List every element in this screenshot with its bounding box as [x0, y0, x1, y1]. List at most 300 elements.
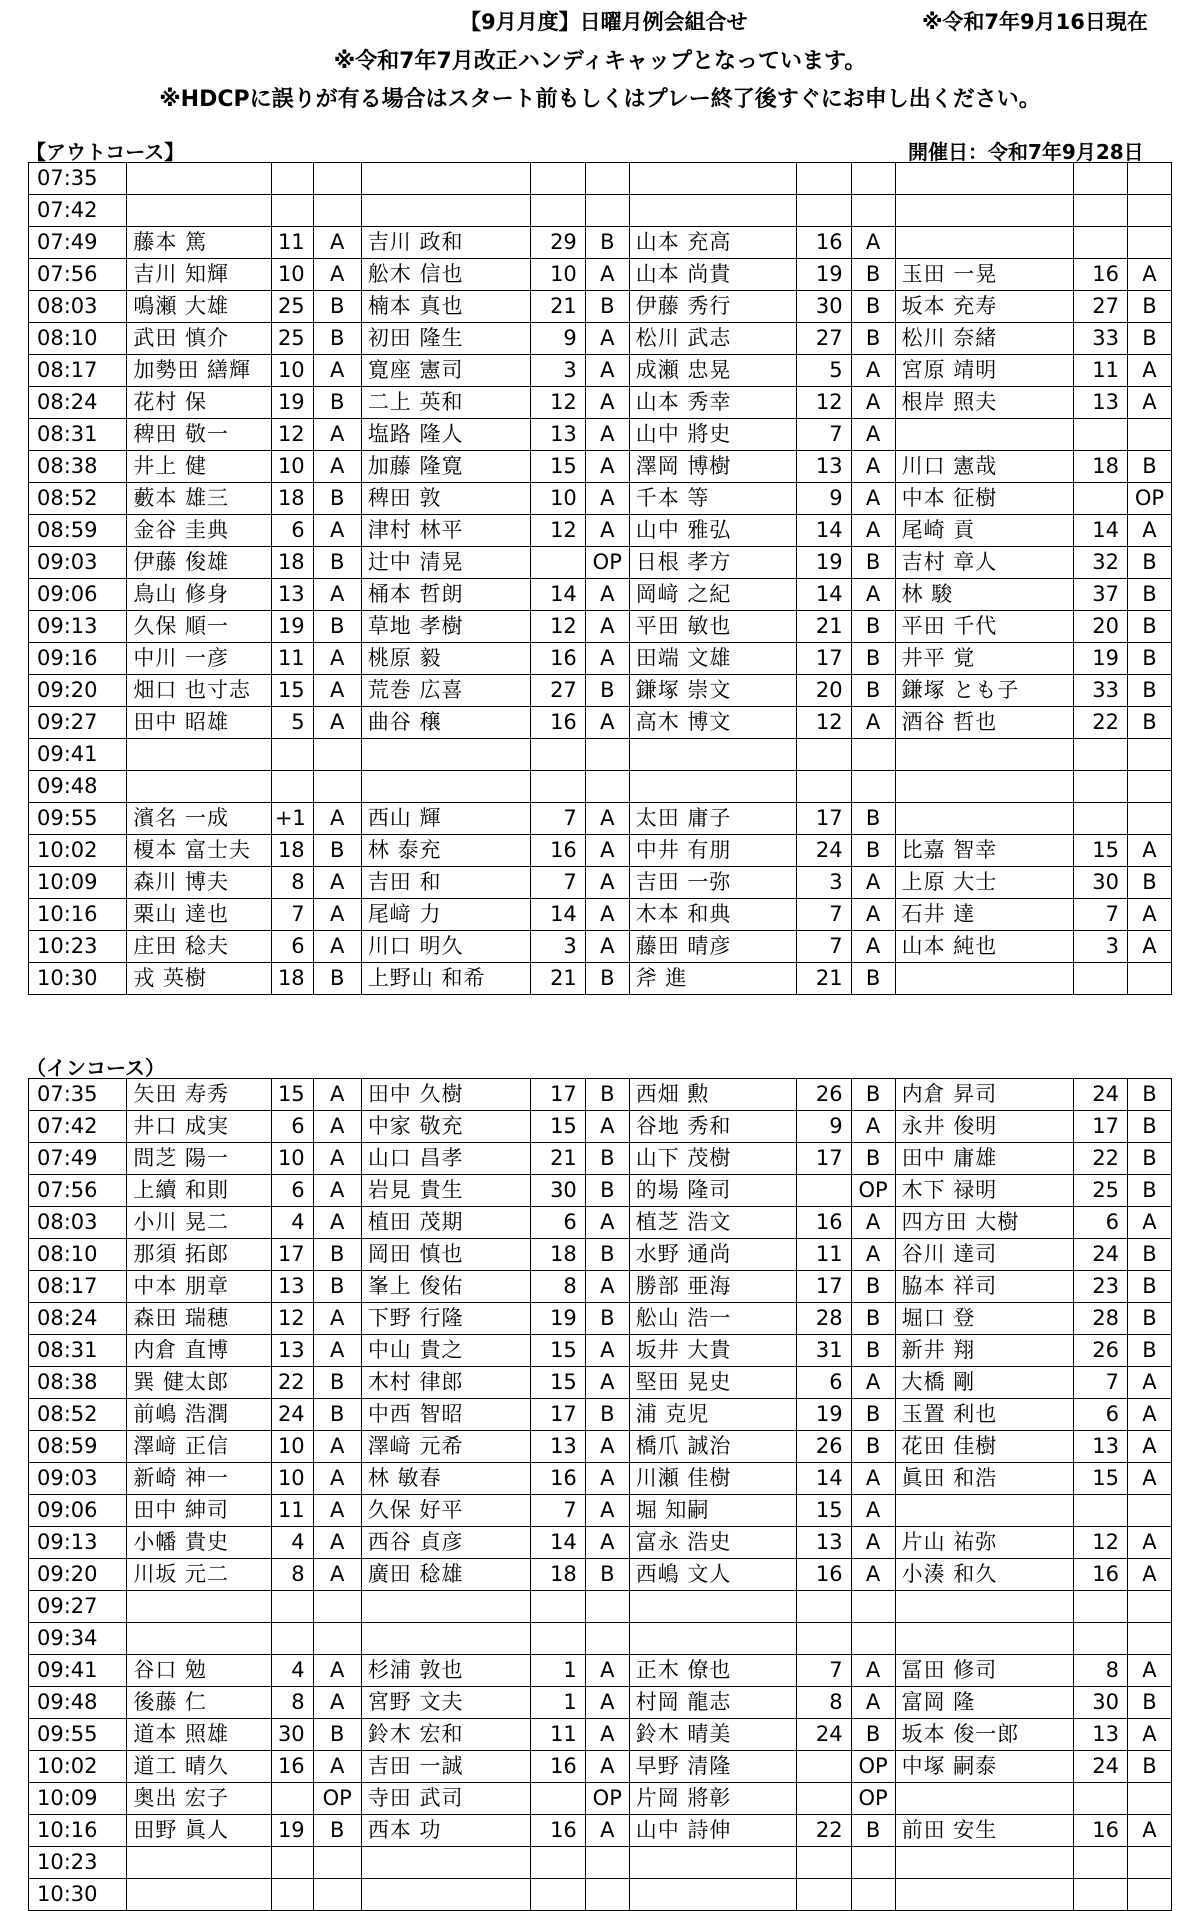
player-name-cell: 桃原 毅	[361, 643, 531, 675]
player-name-cell: 加勢田 繕輝	[127, 355, 271, 387]
player-name-cell: 奥出 宏子	[127, 1783, 271, 1815]
hdcp-cell: 17	[797, 643, 851, 675]
hdcp-cell: 6	[271, 1175, 313, 1207]
player-name-cell: 平田 敏也	[629, 611, 796, 643]
player-name-cell: 川瀬 佳樹	[629, 1463, 796, 1495]
hdcp-cell: 17	[271, 1239, 313, 1271]
hdcp-cell: 18	[531, 1239, 585, 1271]
class-cell: OP	[851, 1783, 895, 1815]
hdcp-cell: 6	[271, 1111, 313, 1143]
player-name-cell: 藪本 雄三	[127, 483, 271, 515]
hdcp-cell	[271, 771, 313, 803]
player-name-cell: 坂井 大貴	[629, 1335, 796, 1367]
player-name-cell: 榎本 富士夫	[127, 835, 271, 867]
class-cell: A	[585, 835, 629, 867]
player-name-cell: 高木 博文	[629, 707, 796, 739]
hdcp-cell: 33	[1073, 323, 1127, 355]
hdcp-cell: 16	[531, 643, 585, 675]
class-cell: A	[585, 419, 629, 451]
table-row	[29, 1463, 1172, 1495]
player-name-cell: 植田 茂期	[361, 1207, 531, 1239]
player-name-cell: 村岡 龍志	[629, 1687, 796, 1719]
class-cell: A	[851, 419, 895, 451]
tee-time-cell: 10:30	[29, 963, 127, 995]
class-cell	[1127, 963, 1171, 995]
class-cell: A	[585, 451, 629, 483]
hdcp-cell: 30	[271, 1719, 313, 1751]
player-name-cell	[895, 803, 1073, 835]
class-cell: B	[313, 323, 361, 355]
player-name-cell: 宮野 文夫	[361, 1687, 531, 1719]
hdcp-cell	[1073, 227, 1127, 259]
player-name-cell	[629, 163, 796, 195]
table-row	[29, 1143, 1172, 1175]
player-name-cell: 谷口 勉	[127, 1655, 271, 1687]
class-cell: B	[1127, 579, 1171, 611]
hdcp-cell: 5	[271, 707, 313, 739]
class-cell: B	[851, 1335, 895, 1367]
hdcp-cell: 24	[797, 835, 851, 867]
player-name-cell: 矢田 寿秀	[127, 1079, 271, 1111]
table-row	[29, 451, 1172, 483]
hdcp-cell: 3	[1073, 931, 1127, 963]
class-cell: B	[585, 1399, 629, 1431]
class-cell	[1127, 803, 1171, 835]
class-cell: B	[585, 675, 629, 707]
hdcp-cell	[531, 547, 585, 579]
out-course-rows	[29, 163, 1172, 995]
player-name-cell: 岡﨑 之紀	[629, 579, 796, 611]
class-cell: A	[313, 1207, 361, 1239]
class-cell: B	[585, 963, 629, 995]
class-cell: B	[1127, 291, 1171, 323]
hdcp-cell: 17	[797, 803, 851, 835]
class-cell: A	[851, 707, 895, 739]
class-cell: A	[313, 867, 361, 899]
class-cell: A	[851, 579, 895, 611]
player-name-cell: 成瀬 忠晃	[629, 355, 796, 387]
player-name-cell: 永井 俊明	[895, 1111, 1073, 1143]
table-row	[29, 1111, 1172, 1143]
as-of-date: ※令和7年9月16日現在	[922, 10, 1148, 34]
hdcp-cell	[797, 771, 851, 803]
player-name-cell: 平田 千代	[895, 611, 1073, 643]
hdcp-cell: 13	[1073, 387, 1127, 419]
hdcp-cell: 25	[1073, 1175, 1127, 1207]
out-course-table	[28, 162, 1172, 995]
player-name-cell: 松川 武志	[629, 323, 796, 355]
table-row	[29, 1239, 1172, 1271]
hdcp-cell: 4	[271, 1527, 313, 1559]
hdcp-cell: 14	[797, 1463, 851, 1495]
player-name-cell	[629, 1623, 796, 1655]
class-cell: B	[313, 483, 361, 515]
table-row	[29, 163, 1172, 195]
player-name-cell: 辻中 清晃	[361, 547, 531, 579]
player-name-cell: 庄田 稔夫	[127, 931, 271, 963]
table-row	[29, 1815, 1172, 1847]
table-row	[29, 355, 1172, 387]
hdcp-cell	[271, 1623, 313, 1655]
class-cell: B	[851, 1079, 895, 1111]
hdcp-cell	[1073, 483, 1127, 515]
player-name-cell: 下野 行隆	[361, 1303, 531, 1335]
player-name-cell	[361, 1879, 531, 1911]
hdcp-cell: 23	[1073, 1271, 1127, 1303]
class-cell: A	[1127, 931, 1171, 963]
class-cell	[313, 1847, 361, 1879]
hdcp-cell: 26	[1073, 1335, 1127, 1367]
table-row	[29, 963, 1172, 995]
class-cell: A	[851, 1207, 895, 1239]
table-row	[29, 1431, 1172, 1463]
table-row	[29, 1079, 1172, 1111]
hdcp-cell: 18	[271, 963, 313, 995]
class-cell: A	[1127, 355, 1171, 387]
tee-time-cell: 08:52	[29, 483, 127, 515]
hdcp-cell: 22	[271, 1367, 313, 1399]
tee-time-cell: 08:31	[29, 1335, 127, 1367]
hdcp-cell	[1073, 419, 1127, 451]
player-name-cell	[629, 1879, 796, 1911]
hdcp-cell: 18	[271, 483, 313, 515]
hdcp-cell: 12	[271, 419, 313, 451]
class-cell: A	[313, 1687, 361, 1719]
hdcp-cell: 27	[797, 323, 851, 355]
player-name-cell	[895, 1495, 1073, 1527]
hdcp-cell	[797, 163, 851, 195]
class-cell: A	[585, 1111, 629, 1143]
hdcp-cell: 7	[271, 899, 313, 931]
table-row	[29, 1719, 1172, 1751]
player-name-cell: 的場 隆司	[629, 1175, 796, 1207]
class-cell: A	[585, 1463, 629, 1495]
player-name-cell: 寛座 憲司	[361, 355, 531, 387]
hdcp-cell: 11	[271, 643, 313, 675]
class-cell: A	[585, 355, 629, 387]
table-row	[29, 195, 1172, 227]
class-cell: A	[313, 1175, 361, 1207]
player-name-cell: 岡田 慎也	[361, 1239, 531, 1271]
class-cell: A	[313, 1431, 361, 1463]
player-name-cell: 石井 達	[895, 899, 1073, 931]
class-cell: A	[585, 867, 629, 899]
hdcp-cell: 17	[531, 1399, 585, 1431]
hdcp-cell: 13	[797, 451, 851, 483]
table-row	[29, 1847, 1172, 1879]
class-cell: B	[851, 259, 895, 291]
hdcp-cell: 12	[797, 707, 851, 739]
class-cell: B	[1127, 1303, 1171, 1335]
class-cell: A	[1127, 1207, 1171, 1239]
hdcp-cell: 10	[271, 259, 313, 291]
player-name-cell: 山中 將史	[629, 419, 796, 451]
hdcp-cell: 19	[531, 1303, 585, 1335]
player-name-cell: 井口 成実	[127, 1111, 271, 1143]
hdcp-cell: 11	[271, 1495, 313, 1527]
tee-time-cell: 08:10	[29, 1239, 127, 1271]
hdcp-cell: 19	[271, 387, 313, 419]
hdcp-cell	[531, 1879, 585, 1911]
hdcp-cell: 7	[1073, 1367, 1127, 1399]
player-name-cell: 木下 禄明	[895, 1175, 1073, 1207]
class-cell	[1127, 771, 1171, 803]
class-cell: A	[313, 707, 361, 739]
class-cell: A	[313, 1303, 361, 1335]
table-row	[29, 387, 1172, 419]
class-cell: A	[585, 483, 629, 515]
table-row	[29, 259, 1172, 291]
tee-time-cell: 08:59	[29, 1431, 127, 1463]
player-name-cell: 舩木 信也	[361, 259, 531, 291]
hdcp-cell: 15	[797, 1495, 851, 1527]
table-row	[29, 1335, 1172, 1367]
player-name-cell: 富永 浩史	[629, 1527, 796, 1559]
class-cell	[851, 1879, 895, 1911]
class-cell: B	[585, 1239, 629, 1271]
hdcp-cell: 24	[1073, 1751, 1127, 1783]
class-cell	[585, 1847, 629, 1879]
player-name-cell	[127, 771, 271, 803]
player-name-cell: 堀 知嗣	[629, 1495, 796, 1527]
player-name-cell: 澤﨑 元希	[361, 1431, 531, 1463]
table-row	[29, 1495, 1172, 1527]
class-cell: B	[585, 1143, 629, 1175]
tee-time-cell: 09:20	[29, 675, 127, 707]
tee-time-cell: 08:24	[29, 1303, 127, 1335]
player-name-cell: 宮原 靖明	[895, 355, 1073, 387]
hdcp-cell: 37	[1073, 579, 1127, 611]
hdcp-cell: 7	[531, 867, 585, 899]
tee-time-cell: 07:42	[29, 195, 127, 227]
class-cell: A	[313, 643, 361, 675]
hdcp-cell: 10	[271, 1431, 313, 1463]
player-name-cell: 中西 智昭	[361, 1399, 531, 1431]
player-name-cell: 濱名 一成	[127, 803, 271, 835]
class-cell: A	[313, 1527, 361, 1559]
class-cell: B	[1127, 611, 1171, 643]
class-cell	[1127, 195, 1171, 227]
hdcp-cell	[271, 739, 313, 771]
hdcp-cell: 18	[531, 1559, 585, 1591]
class-cell: A	[851, 1687, 895, 1719]
class-cell: B	[1127, 1079, 1171, 1111]
hdcp-cell	[1073, 195, 1127, 227]
class-cell: A	[585, 803, 629, 835]
tee-time-cell: 10:23	[29, 1847, 127, 1879]
hdcp-cell: 12	[1073, 1527, 1127, 1559]
player-name-cell: 千本 等	[629, 483, 796, 515]
hdcp-cell: 16	[271, 1751, 313, 1783]
tee-time-cell: 09:41	[29, 739, 127, 771]
class-cell: A	[585, 387, 629, 419]
class-cell: A	[585, 643, 629, 675]
class-cell: OP	[1127, 483, 1171, 515]
hdcp-cell: 16	[1073, 1815, 1127, 1847]
player-name-cell: 稗田 敬一	[127, 419, 271, 451]
player-name-cell: 藤本 篤	[127, 227, 271, 259]
class-cell	[1127, 1879, 1171, 1911]
class-cell: B	[851, 611, 895, 643]
class-cell: B	[851, 643, 895, 675]
hdcp-cell: 16	[531, 707, 585, 739]
player-name-cell	[895, 163, 1073, 195]
player-name-cell: 小幡 貴史	[127, 1527, 271, 1559]
player-name-cell: 寺田 武司	[361, 1783, 531, 1815]
hdcp-cell: 10	[531, 483, 585, 515]
in-course-table	[28, 1078, 1172, 1911]
hdcp-cell: 7	[1073, 899, 1127, 931]
hdcp-cell: 9	[531, 323, 585, 355]
class-cell: B	[585, 1079, 629, 1111]
class-cell	[1127, 1783, 1171, 1815]
class-cell: B	[1127, 1687, 1171, 1719]
hdcp-cell: 8	[271, 1687, 313, 1719]
hdcp-cell: 3	[531, 931, 585, 963]
tee-time-cell: 08:52	[29, 1399, 127, 1431]
player-name-cell	[361, 195, 531, 227]
player-name-cell	[895, 1847, 1073, 1879]
class-cell: A	[313, 899, 361, 931]
player-name-cell: 片岡 將彰	[629, 1783, 796, 1815]
hdcp-cell: 10	[271, 1463, 313, 1495]
hdcp-cell: 15	[531, 1367, 585, 1399]
player-name-cell: 脇本 祥司	[895, 1271, 1073, 1303]
table-row	[29, 579, 1172, 611]
player-name-cell	[629, 1591, 796, 1623]
class-cell: A	[851, 515, 895, 547]
hdcp-cell: 7	[797, 419, 851, 451]
player-name-cell: 加藤 隆寛	[361, 451, 531, 483]
hdcp-cell: 21	[531, 963, 585, 995]
hdcp-cell: 16	[797, 227, 851, 259]
class-cell: B	[851, 1815, 895, 1847]
page-title: 【9月月度】日曜月例会組合せ	[460, 10, 748, 34]
player-name-cell: 問芝 陽一	[127, 1143, 271, 1175]
class-cell: A	[1127, 1527, 1171, 1559]
hdcp-cell	[1073, 1591, 1127, 1623]
hdcp-cell: 10	[271, 355, 313, 387]
player-name-cell: 植芝 浩文	[629, 1207, 796, 1239]
hdcp-cell	[1073, 1623, 1127, 1655]
class-cell: A	[1127, 1815, 1171, 1847]
hdcp-cell: 17	[531, 1079, 585, 1111]
tee-time-cell: 09:13	[29, 611, 127, 643]
hdcp-cell: 31	[797, 1335, 851, 1367]
player-name-cell	[361, 1623, 531, 1655]
class-cell: B	[851, 1303, 895, 1335]
player-name-cell: 川口 明久	[361, 931, 531, 963]
hdcp-cell: 21	[531, 291, 585, 323]
hdcp-error-notice: ※HDCPに誤りが有る場合はスタート前もしくはプレー終了後すぐにお申し出ください。	[159, 87, 1041, 112]
player-name-cell: 中川 一彦	[127, 643, 271, 675]
player-name-cell: 日根 孝方	[629, 547, 796, 579]
class-cell: A	[851, 1495, 895, 1527]
hdcp-cell	[531, 771, 585, 803]
player-name-cell	[361, 1847, 531, 1879]
tee-time-cell: 07:49	[29, 227, 127, 259]
class-cell: B	[1127, 1175, 1171, 1207]
hdcp-cell: 22	[1073, 707, 1127, 739]
player-name-cell	[361, 739, 531, 771]
player-name-cell: 玉田 一晃	[895, 259, 1073, 291]
tee-time-cell: 10:16	[29, 899, 127, 931]
class-cell	[1127, 163, 1171, 195]
player-name-cell: 山口 昌孝	[361, 1143, 531, 1175]
hdcp-cell: 9	[797, 1111, 851, 1143]
hdcp-cell: 22	[797, 1815, 851, 1847]
table-row	[29, 1207, 1172, 1239]
player-name-cell: 畑口 也寸志	[127, 675, 271, 707]
class-cell	[585, 739, 629, 771]
class-cell: A	[1127, 835, 1171, 867]
class-cell: A	[313, 355, 361, 387]
player-name-cell: 津村 林平	[361, 515, 531, 547]
player-name-cell: 山本 充高	[629, 227, 796, 259]
hdcp-cell: 6	[1073, 1399, 1127, 1431]
class-cell: B	[1127, 1239, 1171, 1271]
class-cell: A	[585, 515, 629, 547]
player-name-cell: 眞田 和浩	[895, 1463, 1073, 1495]
class-cell: B	[851, 835, 895, 867]
tee-time-cell: 08:17	[29, 1271, 127, 1303]
hdcp-cell: 24	[797, 1719, 851, 1751]
player-name-cell: 冨田 修司	[895, 1655, 1073, 1687]
player-name-cell: 中塚 嗣泰	[895, 1751, 1073, 1783]
hdcp-cell	[271, 1847, 313, 1879]
player-name-cell: 早野 清隆	[629, 1751, 796, 1783]
player-name-cell: 二上 英和	[361, 387, 531, 419]
table-row	[29, 515, 1172, 547]
class-cell	[585, 1879, 629, 1911]
class-cell: A	[1127, 899, 1171, 931]
player-name-cell: 鳥山 修身	[127, 579, 271, 611]
hdcp-cell	[531, 1847, 585, 1879]
table-row	[29, 1655, 1172, 1687]
class-cell: A	[585, 1527, 629, 1559]
hdcp-cell: 8	[1073, 1655, 1127, 1687]
class-cell: B	[313, 547, 361, 579]
hdcp-cell	[271, 163, 313, 195]
class-cell: A	[585, 1655, 629, 1687]
event-date: 開催日：令和7年9月28日	[908, 140, 1144, 164]
class-cell	[1127, 1495, 1171, 1527]
class-cell: A	[313, 931, 361, 963]
hdcp-cell	[797, 1751, 851, 1783]
hdcp-cell: 15	[531, 1335, 585, 1367]
hdcp-cell: 18	[1073, 451, 1127, 483]
class-cell: A	[313, 1655, 361, 1687]
table-row	[29, 1751, 1172, 1783]
class-cell: B	[1127, 451, 1171, 483]
player-name-cell	[895, 771, 1073, 803]
class-cell: B	[313, 1239, 361, 1271]
tee-time-cell: 09:27	[29, 707, 127, 739]
player-name-cell: 初田 隆生	[361, 323, 531, 355]
hdcp-cell: 6	[797, 1367, 851, 1399]
tee-time-cell: 08:38	[29, 1367, 127, 1399]
player-name-cell: 堀口 登	[895, 1303, 1073, 1335]
class-cell	[313, 739, 361, 771]
class-cell: B	[313, 1271, 361, 1303]
table-row	[29, 739, 1172, 771]
player-name-cell: 森田 瑞穂	[127, 1303, 271, 1335]
table-row	[29, 1399, 1172, 1431]
class-cell: B	[585, 291, 629, 323]
hdcp-cell: +1	[271, 803, 313, 835]
hdcp-cell: 15	[1073, 835, 1127, 867]
hdcp-cell: 8	[797, 1687, 851, 1719]
